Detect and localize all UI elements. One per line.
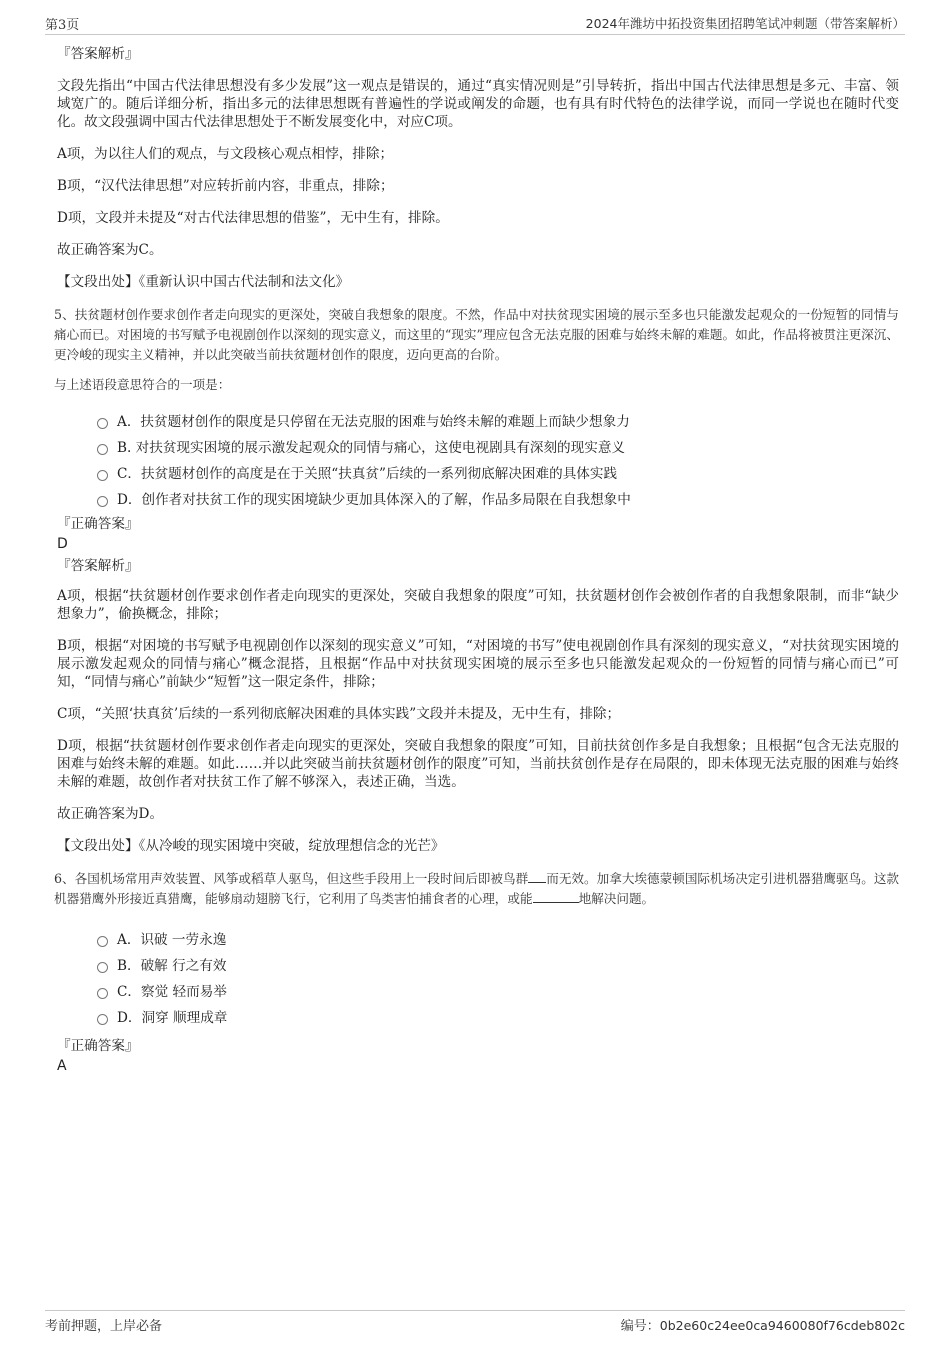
radio-icon[interactable] <box>97 470 108 481</box>
q5-option-b[interactable] <box>97 435 899 461</box>
q4-analysis-b: B项，“汉代法律思想”对应转折前内容，非重点，排除； <box>57 178 394 194</box>
q5-option-a-label: A．扶贫题材创作的限度是只停留在无法克服的困难与始终未解的难题上而缺少想象力 <box>117 414 630 430</box>
page-footer <box>45 1310 905 1335</box>
q6-option-b-label: B．破解 行之有效 <box>117 958 227 974</box>
q5-option-b-label: B. 对扶贫现实困境的展示激发起观众的同情与痛心，这使电视剧具有深刻的现实意义 <box>117 440 626 456</box>
radio-icon[interactable] <box>97 936 108 947</box>
document-title: 2024年潍坊中拓投资集团招聘笔试冲刺题（带答案解析） <box>585 16 905 31</box>
q5-option-a[interactable] <box>97 409 899 435</box>
q6-answer-title: 『正确答案』 <box>57 1038 139 1054</box>
radio-icon[interactable] <box>97 418 108 429</box>
q6-option-a-label: A．识破 一劳永逸 <box>117 932 227 948</box>
q5-analysis-a: A项，根据“扶贫题材创作要求创作者走向现实的更深处，突破自我想象的限度”可知，扶贫题材创作会被创作者的自我想象限制，而非“缺少想象力”，偷换概念，排除； <box>57 588 899 622</box>
main-content <box>54 45 900 1079</box>
q4-analysis-a: A项，为以往人们的观点，与文段核心观点相悖，排除； <box>57 146 394 162</box>
q4-analysis-main: 文段先指出“中国古代法律思想没有多少发展”这一观点是错误的，通过“真实情况则是”引导转折，指出中国古代法律思想是多元、丰富、领域宽广的。随后详细分析，指出多元的法律思想既有普遍性的学说或阐发的命题，也有具有时代特色的法律学说，而同一学说也在随时代变化。故文段强调中国古代法律思想处于不断发展变化中，对应C项。 <box>57 78 899 130</box>
q5-analysis-b: B项，根据“对困境的书写赋予电视剧创作以深刻的现实意义”可知，“对困境的书写”使电视剧创作具有深刻的现实意义，“对扶贫现实困境的展示激发起观众的同情与痛心”概念混搭，且根据“作品中对扶贫现实困境的展示至多也只能激发起观众的一份短暂的同情与痛心而已”可知，“同情与痛心”前缺少“短暂”这一限定条件，排除； <box>57 638 899 690</box>
q6-answer: A <box>57 1058 67 1074</box>
q5-options <box>97 409 899 513</box>
q6-question-part2: 而无效。加拿大埃德蒙顿国际机场决定引进机器猎鹰驱鸟。这款机器猎鹰外形接近真猎鹰，能够扇动翅膀飞行，它利用了鸟类害怕捕食者的心理，或能 <box>54 871 900 906</box>
q4-analysis-title: 『答案解析』 <box>57 46 139 62</box>
q6-option-c[interactable] <box>97 979 899 1005</box>
radio-icon[interactable] <box>97 988 108 999</box>
q6-option-c-label: C．察觉 轻而易举 <box>117 984 227 1000</box>
q5-conclusion: 故正确答案为D。 <box>57 806 164 822</box>
radio-icon[interactable] <box>97 962 108 973</box>
q6-blank-1 <box>528 870 546 883</box>
q5-option-c-label: C．扶贫题材创作的高度是在于关照“扶真贫”后续的一系列彻底解决困难的具体实践 <box>117 466 618 482</box>
footer-slogan: 考前押题，上岸必备 <box>45 1319 163 1334</box>
q6-question-part3: 地解决问题。 <box>578 891 655 906</box>
radio-icon[interactable] <box>97 496 108 507</box>
q5-analysis-c: C项，“关照‘扶真贫’后续的一系列彻底解决困难的具体实践”文段并未提及，无中生有，排除； <box>57 706 621 722</box>
q6-option-d-label: D．洞穿 顺理成章 <box>117 1010 228 1026</box>
q6-option-a[interactable] <box>97 927 899 953</box>
q5-question-text: 5、扶贫题材创作要求创作者走向现实的更深处，突破自我想象的限度。不然，作品中对扶贫现实困境的展示至多也只能激发起观众的一份短暂的同情与痛心而已。对困境的书写赋予电视剧创作以深刻的现实意义，而这里的“现实”理应包含无法克服的困难与始终未解的难题。如此，作品将被贯注更深沉、更冷峻的现实主义精神，并以此突破当前扶贫题材创作的限度，迈向更高的台阶。 <box>54 307 899 362</box>
page-number: 第3页 <box>45 18 80 33</box>
q5-analysis-title: 『答案解析』 <box>57 558 139 574</box>
q6-option-b[interactable] <box>97 953 899 979</box>
q5-analysis-d: D项，根据“扶贫题材创作要求创作者走向现实的更深处，突破自我想象的限度”可知，目前扶贫创作多是自我想象；且根据“包含无法克服的困难与始终未解的难题。如此……并以此突破当前扶贫题材创作的限度”可知，当前扶贫创作是存在局限的，即未体现无法克服的困难与始终未解的难题，故创作者对扶贫工作了解不够深入，表述正确，当选。 <box>57 738 899 790</box>
footer-code <box>621 1315 905 1334</box>
footer-code-label: 编号： <box>620 1319 660 1334</box>
q6-option-d[interactable] <box>97 1005 899 1031</box>
q5-option-d-label: D．创作者对扶贫工作的现实困境缺少更加具体深入的了解，作品多局限在自我想象中 <box>117 492 631 508</box>
q5-answer: D <box>57 536 68 552</box>
footer-code-value: 0b2e60c24ee0ca9460080f76cdeb802c <box>659 1318 905 1333</box>
q5-option-c[interactable] <box>97 461 899 487</box>
q5-answer-title: 『正确答案』 <box>57 516 139 532</box>
q4-conclusion: 故正确答案为C。 <box>57 242 163 258</box>
q6-blank-2 <box>533 890 579 903</box>
q5-source: 【文段出处】《从冷峻的现实困境中突破，绽放理想信念的光芒》 <box>57 838 445 854</box>
q6-question-part1: 6、各国机场常用声效装置、风筝或稻草人驱鸟，但这些手段用上一段时间后即被鸟群 <box>54 871 529 886</box>
q4-source: 【文段出处】《重新认识中国古代法制和法文化》 <box>57 274 350 290</box>
q6-question-text <box>54 869 899 909</box>
radio-icon[interactable] <box>97 444 108 455</box>
page-header <box>45 12 905 35</box>
radio-icon[interactable] <box>97 1014 108 1025</box>
q5-option-d[interactable] <box>97 487 899 513</box>
q4-analysis-d: D项，文段并未提及“对古代法律思想的借鉴”，无中生有，排除。 <box>57 210 449 226</box>
q5-stem: 与上述语段意思符合的一项是： <box>54 377 231 392</box>
q6-options <box>97 927 899 1031</box>
